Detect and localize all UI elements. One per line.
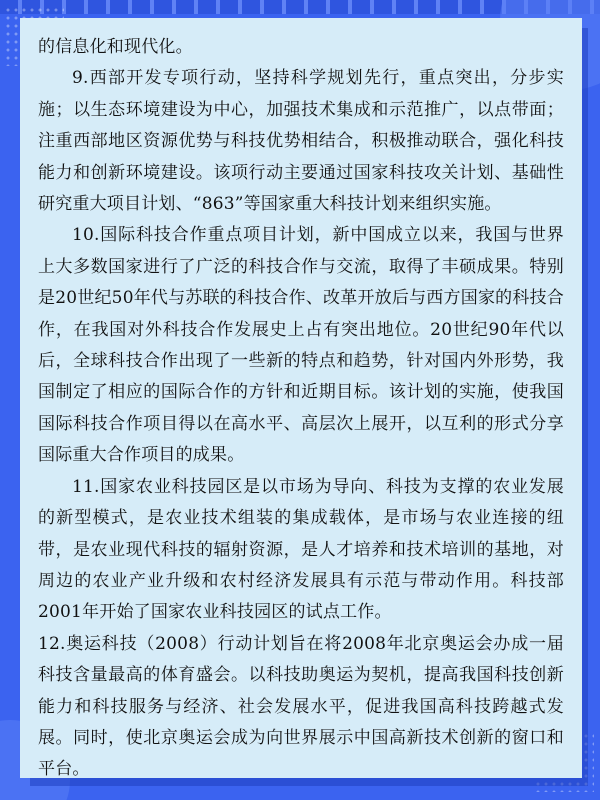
text-card — [20, 18, 582, 778]
paragraph-item-12: 12.奥运科技（2008）行动计划旨在将2008年北京奥运会办成一届科技含量最高的体育盛会。以科技助奥运为契机，提高我国科技创新能力和科技服务与经济、社会发展水平，促进我国高科技跨越式发展。同时，使北京奥运会成为向世界展示中国高新技术创新的窗口和平台。 — [38, 633, 564, 780]
paragraph-item-10: 10.国际科技合作重点项目计划，新中国成立以来，我国与世界上大多数国家进行了广泛的科技合作与交流，取得了丰硕成果。特别是20世纪50年代与苏联的科技合作、改革开放后与西方国家的科技合作，在我国对外科技合作发展史上占有突出地位。20世纪90年代以后，全球科技合作出现了一些新的特点和趋势，针对国内外形势，我国制定了相应的国际合作的方针和近期目标。该计划的实施，使我国国际科技合作项目得以在高水平、高层次上展开，以互利的形式分享国际重大合作项目的成果。 — [38, 225, 564, 466]
paragraph-item-9: 9.西部开发专项行动，坚持科学规划先行，重点突出，分步实施；以生态环境建设为中心，加强技术集成和示范推广，以点带面；注重西部地区资源优势与科技优势相结合，积极推动联合，强化科技能力和创新环境建设。该项行动主要通过国家科技攻关计划、基础性研究重大项目计划、“863”等国家重大科技计划来组织实施。 — [38, 68, 564, 215]
paragraph-continuation: 的信息化和现代化。 — [38, 37, 193, 57]
paragraph-item-11: 11.国家农业科技园区是以市场为导向、科技为支撑的农业发展的新型模式，是农业技术组装的集成载体，是市场与农业连接的纽带，是农业现代科技的辐射资源，是人才培养和技术培训的基地，对周边的农业产业升级和农村经济发展具有示范与带动作用。科技部2001年开始了国家农业科技园区的试点工作。 — [38, 476, 564, 623]
